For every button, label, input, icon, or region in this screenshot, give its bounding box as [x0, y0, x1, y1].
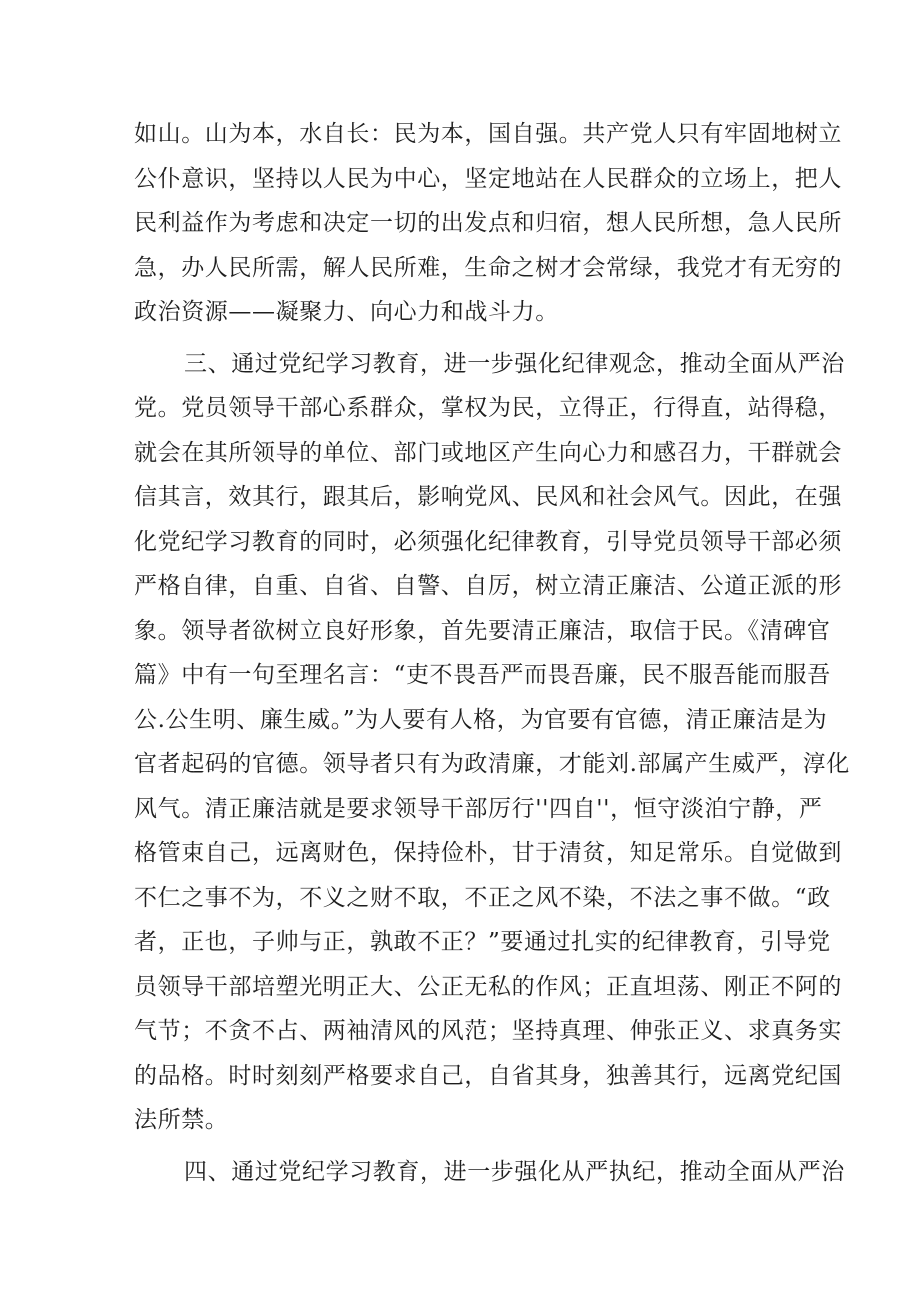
- document-body: [134, 112, 850, 1194]
- text-line: 民利益作为考虑和决定一切的出发点和归宿，想人民所想，急人民所: [134, 210, 842, 236]
- text-line: 严格自律，自重、自省、自警、自厉，树立清正廉洁、公道正派的形: [134, 573, 842, 599]
- text-line: 公.公生明、廉生威。”为人要有人格，为官要有官德，清正廉洁是为: [134, 706, 828, 733]
- text-line: 法所禁。: [134, 1107, 229, 1133]
- text-line: 的品格。时时刻刻严格要求自己，自省其身，独善其行，远离党纪国: [134, 1062, 842, 1089]
- text-line: 就会在其所领导的单位、部门或地区产生向心力和感召力，干群就会: [134, 439, 842, 466]
- paragraph: [134, 342, 850, 1143]
- text-line: 急，办人民所需，解人民所难，生命之树才会常绿，我党才有无穷的: [134, 254, 842, 281]
- text-line: 三、通过党纪学习教育，进一步强化纪律观念，推动全面从严治: [184, 350, 845, 377]
- text-line: 者，正也，子帅与正，孰敢不正？”要通过扎实的纪律教育，引导党: [134, 929, 831, 955]
- text-line: 信其言，效其行，跟其后，影响党风、民风和社会风气。因此，在强: [134, 484, 842, 510]
- text-line: 气节；不贪不占、两袖清风的风范；坚持真理、伸张正义、求真务实: [134, 1018, 842, 1044]
- text-line: 格管束自己，远离财色，保持俭朴，甘于清贫，知足常乐。自觉做到: [134, 840, 842, 866]
- text-line: 官者起码的官德。领导者只有为政清廉，才能刘.部属产生威严，淳化: [134, 751, 850, 777]
- text-line: 象。领导者欲树立良好形象，首先要清正廉洁，取信于民。《清碑官: [134, 617, 831, 644]
- paragraph: [134, 112, 842, 335]
- text-line: 不仁之事不为，不义之财不取，不正之风不染，不法之事不做。“政: [134, 884, 831, 911]
- text-line: 四、通过党纪学习教育，进一步强化从严执纪，推动全面从严治: [184, 1158, 845, 1185]
- text-line: 政治资源——凝聚力、向心力和战斗力。: [134, 299, 559, 325]
- text-line: 如山。山为本，水自长：民为本，国自强。共产党人只有牢固地树立: [134, 121, 842, 147]
- text-line: 员领导干部培塑光明正大、公正无私的作风；正直坦荡、刚正不阿的: [134, 973, 842, 1000]
- text-line: 风气。清正廉洁就是要求领导干部厉行''四自''，恒守淡泊宁静，严: [134, 795, 823, 822]
- paragraph: [134, 1150, 845, 1195]
- text-line: 篇》中有一句至理名言：“吏不畏吾严而畏吾廉，民不服吾能而服吾: [134, 662, 831, 688]
- text-line: 党。党员领导干部心系群众，掌权为民，立得正，行得直，站得稳，: [134, 395, 842, 421]
- text-line: 公仆意识，坚持以人民为中心，坚定地站在人民群众的立场上，把人: [134, 165, 842, 192]
- text-line: 化党纪学习教育的同时，必须强化纪律教育，引导党员领导干部必须: [134, 528, 842, 555]
